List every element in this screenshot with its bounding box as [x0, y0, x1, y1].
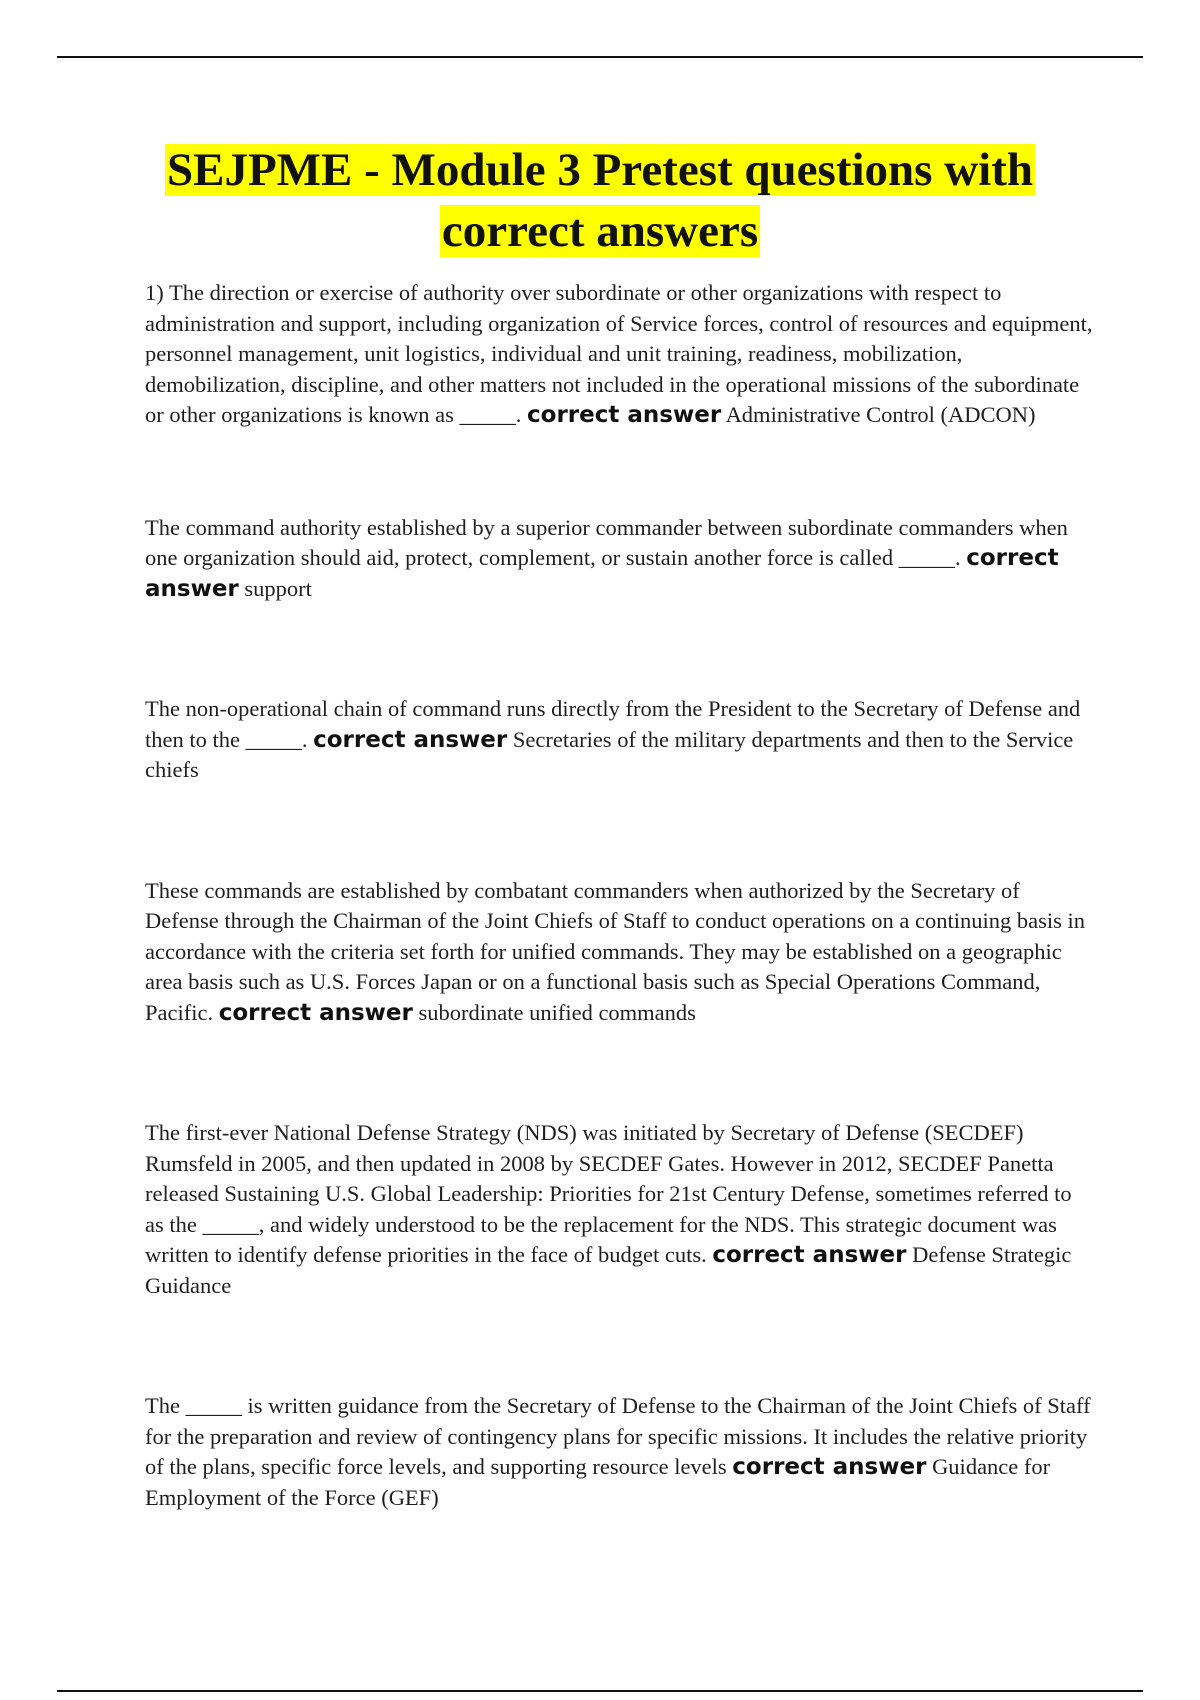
answer-text: subordinate unified commands — [418, 999, 696, 1025]
answer-label: correct answer — [145, 545, 1059, 602]
question-text: The first-ever National Defense Strategy (NDS) was initiated by Secretary of Defense (SECDEF) Rumsfeld in 2005, and then updated in 2008 by SECDEF Gates. However in 2012, SECDEF Panetta released Sustaining U.S. Global Leadership: Priorities for 21st Century Defense, sometimes referred to as the _____, and widely understood to be the replacement for the NDS. This strategic document was written to identify defense priorities in the face of budget cuts. — [145, 1120, 1072, 1267]
question-text: 1) The direction or exercise of authority over subordinate or other organizations with respect to administration and support, including organization of Service forces, control of resources and equipment, personnel management, unit logistics, individual and unit training, readiness, mobilization, demobilization, discipline, and other matters not included in the operational missions of the subordinate or other organizations is known as _____. — [145, 280, 1093, 427]
answer-text: Administrative Control (ADCON) — [725, 402, 1036, 427]
answer-label: correct answer — [712, 1242, 907, 1268]
title-line-2: correct answers — [441, 205, 759, 257]
question-text: The command authority established by a superior commander between subordinate commanders when one organization should aid, protect, complement, or sustain another force is called _____. — [145, 514, 1068, 570]
qa-item — [145, 278, 1095, 431]
answer-text: Defense Strategic Guidance — [145, 1242, 1072, 1298]
answer-text: support — [244, 575, 312, 601]
top-rule — [57, 56, 1143, 58]
question-text: The _____ is written guidance from the Secretary of Defense to the Chairman of the Joint Chiefs of Staff for the preparation and review of contingency plans for specific missions. It includes the relative priority of the plans, specific force levels, and supporting resource levels — [145, 1393, 1091, 1479]
qa-item — [145, 513, 1095, 605]
qa-item — [145, 1118, 1095, 1301]
answer-label: correct answer — [313, 726, 508, 753]
question-list — [145, 278, 1095, 1603]
answer-label: correct answer — [218, 999, 413, 1026]
qa-item — [145, 876, 1095, 1029]
answer-label: correct answer — [527, 402, 722, 428]
question-text: These commands are established by combatant commanders when authorized by the Secretary of Defense through the Chairman of the Joint Chiefs of Staff to conduct operations on a continuing basis in accordance with the criteria set forth for unified commands. They may be established on a geographic area basis such as U.S. Forces Japan or on a functional basis such as Special Operations Command, Pacific. — [145, 877, 1086, 1025]
qa-item — [145, 1391, 1095, 1513]
answer-text: Secretaries of the military departments and then to the Service chiefs — [145, 726, 1074, 782]
bottom-rule — [57, 1690, 1143, 1692]
question-text: The non-operational chain of command runs directly from the President to the Secretary of Defense and then to the _____. — [145, 696, 1081, 752]
document-title — [0, 140, 1200, 262]
title-line-1: SEJPME - Module 3 Pretest questions with — [166, 144, 1033, 196]
qa-item — [145, 694, 1095, 786]
answer-text: Guidance for Employment of the Force (GEF) — [145, 1454, 1051, 1510]
answer-label: correct answer — [732, 1454, 927, 1480]
